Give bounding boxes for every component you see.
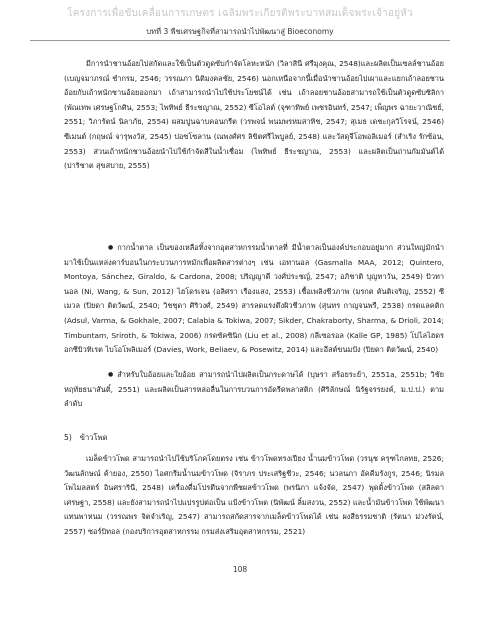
page-number: 108 [232,565,248,574]
leaf-fiber-text: สำหรับใบอ้อยและใยอ้อย สามารถนำไปผลิตเป็นกระดาษได้ (บุษรา สร้อยระย้า, 2551a, 2551b; วิชัย หฤทัยธนาสันติ์, 2551) และผลิตเป็นสารหล่อลื่นในการบวนการอัดรีดพลาสติก (ศิริลักษณ์ นิรัฐจรรยงค์, ม.ป.ป.) ตามลำดับ [64,370,444,409]
intro-paragraph: มีการนำชานอ้อยไปสกัดและใช้เป็นตัวดูดซับกำจัดโลหะหนัก (วิลาสินี ศรีมุงคุณ, 2548)และผลิตเป็นเซลล์ชานอ้อย (เบญจมาภรณ์ ชำกรม, 2546; วรรณภา นิติมงคลชัย, 2546) นอกเหนือจากนี้เมื่อนำชานอ้อยไปเผาและแยกเถ้าลอยชานอ้อยกับเถ้าหนักชานอ้อยออกมา เถ้าสามารถนำไปใช้ประโยชน์ได้ เช่น เถ้าลอยชานอ้อยสามารถใช้เป็นตัวดูดซับซิลิกา (พัณเทพ เศรษฐโกศิน, 2553; ไพทิพย์ ธีระชญาณ, 2552) ซีโอไลต์ (จุฑาทิพย์ เพชรอินทร์, 2547; เพ็ญพร ฉายะวาณิชย์, 2551; วิภารัตน์ นิลาภัย, 2554) ผสมปูนฉาบคอนกรีต (วรพจน์ พนมพรหมสาทิช, 2547; สุเมธ เดชะกุลวิโรจน์, 2546) ซีเมนต์ (กฤษณ์ จารุพงวัส, 2545) ปอซโซลาน (ณพงศ์ศร ลิขิตศรีไพบูลย์, 2548) และวัสดุจีโอพอลิเมอร์ (สำเริง รักซ้อน, 2553) ส่วนเถ้าหนักชานอ้อยนำไปใช้กำจัดสีในน้ำเชื่อม (ไพทิพย์ ธีระชญาณ, 2553) และผลิตเป็นถ่านกัมมันต์ได้ (ปาริชาต สุขสบาย, 2555) [64,59,444,171]
corn-paragraph: เมล็ดข้าวโพด สามารถนำไปใช้บริโภคโดยตรง เช่น ข้าวโพดทรงเปียง น้ำนมข้าวโพด (วรนุช ครุฑไกลทย, 2526; วัฒนลักษณ์ ค้ายอง, 2550) ไอศกรีมน้ำนมข้าวโพด (จิราภร ประเสริฐชีวะ, 2546; นวลนภา อัคคีมรังกูร, 2546; นิรมลโพไมลสตร์ อินศรารินี, 2548) เครื่องดื่มโปรตีนจากพืชผลข้าวโพด (พรนิภา แจ้งจัด, 2547) พุดดิ้งข้าวโพด (สลิลดา เศรษฐา, 2558) และยังสามารถนำไปแปรรูปต่อเป็น แป้งข้าวโพด (นิพัฒน์ ลิ้มสงวน, 2552) และน้ำมันข้าวโพด ใช้พัฒนาแทนพาหนม (วรรณพร จิตจำเริญ, 2547) สามารถสกัดสารจากเมล็ดข้าวโพดได้ เช่น ผงสีธรรมชาติ (รัตนา ม่วงรัตน์, 2557) ซอร์บิทอล (กองบริการอุตสาหกรรม กรมส่งเสริมอุตสาหกรรม, 2521) [64,454,444,536]
chapter-heading: บทที่ 3 พืชเศรษฐกิจที่สามารถนำไปพัฒนาสู่ Bioeconomy [146,27,334,36]
molasses-paragraph [64,241,444,358]
bullet-icon: ● [108,244,114,251]
header-divider [30,40,450,41]
section-heading-corn [64,432,116,444]
molasses-text: กากน้ำตาล เป็นของเหลือทิ้งจากอุตสาหกรรมน้ำตาลที่ มีน้ำตาลเป็นองค์ประกอบอยู่มาก ส่วนใหญ่มักนำมาใช้เป็นแหล่งคาร์บอนในกระบวนการหมักเพื่อผลิตสารต่างๆ เช่น เอทานอล (Gasmalla MAA, 2012; Quintero, Montoya, Sánchez, Giraldo, & Cardona, 2008; ปริญญาดี วงศ์ประชญ์, 2547; อภิชาติ บุญทาวัน, 2549) บิวทานอล (Ni, Wang, & Sun, 2012) ไฮโดรเจน (อลิศรา เรืองแสง, 2553) เชื้อเพลิงชีวภาพ (มรกต ตันติเจริญ, 2552) ซีเมวล (ปิยดา ติตวัฒน์, 2540; วิชชุดา ศิริวงศ์, 2549) สารลดแรงตึงผิวชีวภาพ (สุนทร กาญจนพรี, 2538) กรดแลคติก (Adsul, Varma, & Gokhale, 2007; Calabia & Tokiwa, 2007; Sikder, Chakraborty, Sharma, & Drioli, 2014; Timbuntam, Sriroth, & Tokiwa, 2006) กรดซัคซินิก (Liu et al., 2008) กลีเซอรอล (Kalle GP, 1985) โปไลไฮดรอกซีบิวทิเรต ไบโอโพลิเมอร์ (Davies, Work, Beliaev, & Posewitz, 2014) และอีสต์ขนมปัง (ปิยดา ติตวัฒน์, 2540) [64,243,444,355]
header-watermark: โครงการเพื่อขับเคลื่อนการเกษตร เฉลิมพระเกียรติพระบาทสมเด็จพระเจ้าอยู่หัว [67,8,413,19]
section-number: 5) [64,433,72,442]
section-title: ข้าวโพด [79,433,108,442]
leaf-fiber-paragraph [64,368,444,412]
bullet-icon: ● [108,371,114,378]
